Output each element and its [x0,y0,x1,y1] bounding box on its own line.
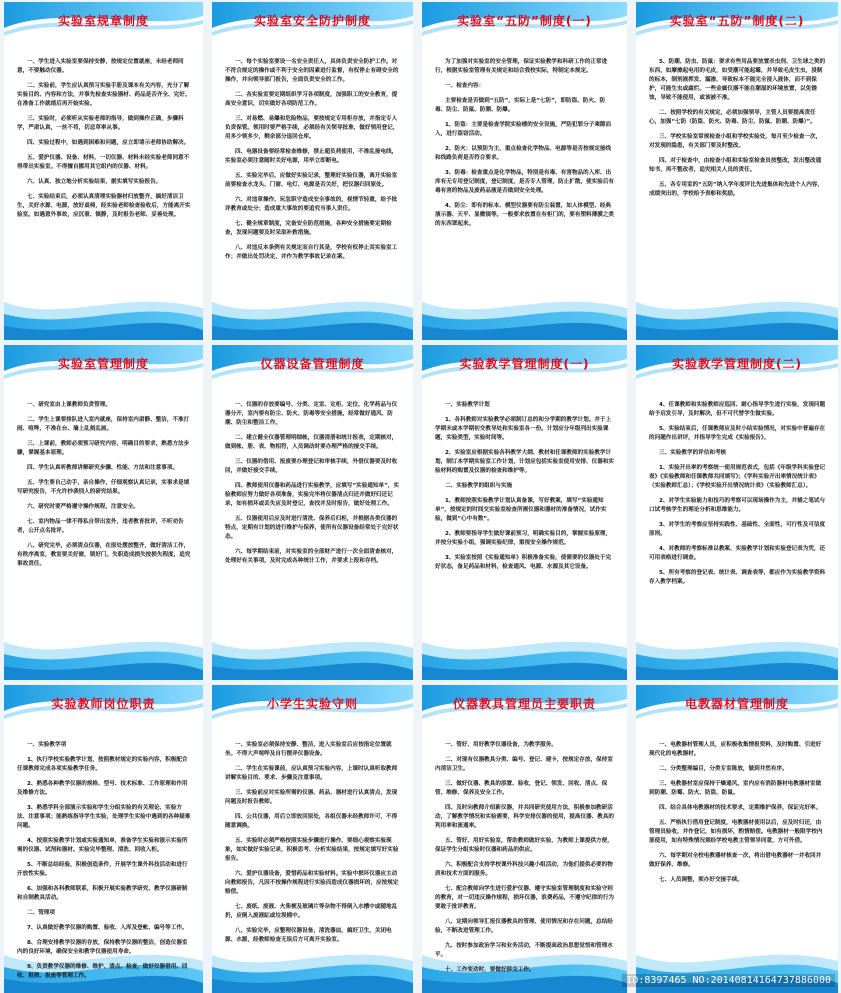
rule-paragraph: 二、分类整理编目，分类专室陈放，做到井然有序。 [659,766,788,772]
rule-paragraph: 5、所有考察的登记表、统计表、调查表等，都应作为实验教学资料存入教学档案。 [649,570,826,585]
poster-panel [212,345,413,680]
poster-panel [636,345,838,680]
poster-title: 实验教学管理制度(二) [672,357,802,371]
rule-paragraph: 一、实验室必须保持安静、整洁，进入实验室后应按指定位置就坐。不得大声喧哗及自行摆弄仪器设备。 [225,742,392,757]
rule-paragraph: 2、教师要指导学生做好课前预习，明确实验目的，掌握实验原理，并按分实验小组，强调实验纪律，重视安全操作规范。 [435,531,612,546]
poster-body [17,58,191,288]
poster-title: 实验教学管理制度(一) [459,357,590,371]
poster-body [649,58,826,288]
rule-paragraph: 五、仪器使用后应及时进行清洗、保养后归柜，并根据各类仪器的特点，定期有计划的进行维护与保养，使所有仪器设备经常处于完好状态。 [225,516,399,540]
rule-paragraph: 四、对于检查中，由检查小组和实验室检查员按整改，发出整改通知书，再不整改者，追究相关人员的责任。 [649,158,822,173]
rule-paragraph: 一、研究室由上课教师负责管理。 [27,402,111,408]
rule-paragraph: 五、严格执行借用登记制度，电教器材使用以后，应及时归还，由管理员验收，并作登记，如有损坏，酌情赔偿。电教器材一般限学校内部使用，如有特殊情况须经学校电教主管领导同意，方可外借。 [649,820,823,844]
rule-paragraph: 八、对违反本条例有关规定而自行其是，学校有权停止其实验室工作；并做出处罚决定，并作为教学事故记录在案。 [225,245,398,260]
rule-paragraph: 2、对学生实验能力和技巧的考察可以现场操作为主，并辅之笔试与口试考核学生的理论分析和思维能力。 [649,498,826,513]
rule-paragraph: 一、管好、用好教学仪器设备，为教学服务。 [445,742,557,748]
rule-paragraph: 主要检查是否做到“五防”，实际上是“七防”，即防盗、防火、防毒、防尘、防鼠、防潮、防爆。 [435,98,606,113]
rule-paragraph: 一、每个实验室要设一名安全责任人，具体负责安全防护工作。对不符合规定的操作或不利于安全的因素进行监督，有权停止有碍安全的操作，并向领导部门报告，全面负责安全的工作。 [225,59,399,83]
poster-title: 实验室规章制度 [57,14,149,28]
rule-paragraph: 三、上课前，教师必须预习研究内容，明确目的要求，熟悉方法步骤，掌握基本原理。 [17,441,190,456]
rule-paragraph: 8、合理安排教学仪器的存放，保持教学仪器的整洁，创造仪器室内的良好环境，确保安全和教学仪器使用寿命。 [17,940,188,955]
rule-paragraph: 为了加强对实验室的安全管理，保证实验教学和科研工作的正常进行，根据实验室管理有关规定和结合我校实际，特制定本规定。 [435,59,608,74]
rule-paragraph: 一、仪器的存放要编号、分类、定室、定柜、定位，化学药品与仪器分开，室内要有防尘、防火、防毒等安全措施，经常做好通风、防潮、防尘和整洁工作。 [225,402,398,426]
rule-paragraph: 一、检查内容： [445,83,485,89]
bottom-wave-decoration [4,620,203,680]
rule-paragraph: 三、实验前应对实验所需的仪器、药品、器材进行认真清点，发现问题及时报告教师。 [225,790,398,805]
rule-paragraph: 二、学生在实验课前，应认真预习实验内容，上课时认真听取教师讲解实验目的、要求、步骤及注意事项。 [225,766,398,781]
bottom-wave-decoration [636,620,838,680]
poster-title: 实验室“五防”制度(二) [669,14,805,28]
bottom-wave-decoration [422,280,627,340]
rule-paragraph: 2、防火：以预防为主，重点检查化学物品、电源等是否按规定接线和线路负荷是否符合要求。 [435,146,612,161]
rule-paragraph: 一、实验教学计划 [445,402,490,408]
poster-body [17,741,191,979]
rule-paragraph: 二、实验前，学生应认真预习实验手册及课本有关内容，充分了解实验目的、内容和方法，并事先检查实验器材、药品是否齐全、完好。在准备工作就绪后再开始实验。 [17,83,191,107]
rule-paragraph: 六、对违章操作、玩忽职守造成安全事故的，视情节轻重，给予批评教育或处分；造成重大事故的要追究当事人责任。 [225,197,398,212]
poster-panel [4,2,203,340]
rule-paragraph: 四、教师使用仪器和药品进行实验教学，应填写“实验通知单”，实验教师应努力做好各项准备，实验完毕将仪器清点归还并做好归还记录，如有损坏或丢失应及时登记，查找并及时报告，做好处理工作。 [225,483,399,507]
rule-paragraph: 2、实验室应根据实验各科教学大纲、教材和任课教师的实验教学计划，制订本学期实验室工作计划，计划应包括实验室使用安排、仪器和实验材料的购置及仪器的检查和维护等。 [435,450,615,474]
poster-panel [212,685,413,993]
bottom-wave-decoration [212,280,413,340]
rule-paragraph: 三、实验时，必须听从实验老师的指导，做到操作正确，步骤科学，严肃认真，一丝不苟，切忌草率从事。 [17,116,184,131]
poster-title: 仪器设备管理制度 [260,357,365,371]
bottom-wave-decoration [422,620,627,680]
rule-paragraph: 5、防潮、防虫、防鼠：要求有些用品要放置杀虫剂、卫生球之类的东西，如摩擦起电用的毛皮，如受潮可能起霉，并导致毛皮生虫，浸制的标本，制剂液挥发、漏渗，导致标本不能完全浸入液体，而不到保护，可能生虫或腐烂。一些金属仪器不能在潮湿的环境放置，以免锈蚀，导致不能使用，或该被不准。 [649,59,826,101]
rule-paragraph: 九、按时参加政治学习和业务活动，不断提高政治思想觉悟和管理水平。 [435,943,613,958]
poster-title: 实验教师岗位职责 [51,697,156,711]
poster-body [225,401,401,628]
rule-paragraph: 1、教师按照实验教学计划认真备课，写好教案，填写“实验通知单”，按规定的时间交实验室检查所需仪器和器材的准备情况，试作实验，做到“心中有数”。 [435,498,607,522]
rule-paragraph: 四、公共仪器，用后立即放回原处，各组仪器未经教师许可，不得随意调换。 [225,814,398,829]
rule-paragraph: 1、防盗：主要是检查学院实验楼的安全设施，严防犯罪分子乘隙而入，进行盗窃活动。 [435,122,612,137]
bottom-wave-decoration [4,280,203,340]
poster-title: 电教器材管理制度 [684,697,789,711]
poster-panel [636,685,838,993]
rule-paragraph: 二、学生上课要排队进入室内就座，保持室内肃静、整洁，不准打闹、喧哗，不准在台、墙上乱刻乱画。 [17,417,190,432]
rule-paragraph: 六、每学期结束前，对实验室的全部财产进行一次全面清查核对，处理好有关事项，及时完成各种统计工作，并要求上报和存档。 [225,549,398,564]
poster-body [649,401,826,628]
rule-paragraph: 十、工作变动时，要做好移交工作。 [445,967,535,973]
rule-paragraph: 3、对学生的考察应坚持实践性、基础性、全面性，可行性及可信度原则。 [649,522,826,537]
rule-paragraph: 八、实验完毕，应整理仪器设备，清洗器皿，搞好卫生，关闭电源、水源，经教师检查无误后方可离开实验室。 [225,928,392,943]
rule-paragraph: 七、人员调整，须办好交接手续。 [659,877,743,883]
rule-paragraph: 三、学校实验室常规检查小组和学校实验处，每月至少检查一次，对发现的隐患，有关部门要及时整改。 [649,134,822,149]
rule-paragraph: 二、各实验室要定期组织学习各项制度，加强职工的安全教育，提高安全意识，切实做好各项防范工作。 [225,92,398,107]
poster-panel [422,345,627,680]
poster-title: 实验室管理制度 [57,357,149,371]
rule-paragraph: 1、各科教师对实验教学必须制订总的和分学期的教学计划。并于上学期末或本学期初交教导处和实验室各一份。计划应分年级列出实验课题，实验类型，实验时间等。 [435,417,612,441]
rule-paragraph: 二、建立健全仪器管理明细帐，仪器清册和统计报表，定期核对，做到帐、册、表、物相符，人员调动时要办理严格的接交手续。 [225,435,398,450]
poster-body [225,741,401,941]
rule-paragraph: 四、电器设备要经常检查维修，禁止超负荷使用，不准乱接电线，实验室必须注意随时关好电源，用毕立即断电。 [225,149,398,164]
rule-paragraph: 五、管好、用好实验室，帮助教师做好实验，为教师上课提供方便，保证学生分组实验时仪器和药品的供应。 [435,838,613,853]
rule-paragraph: 八、定期向领导汇报仪器教具的管理、使用情况和存在问题，总结经验，不断改进管理工作。 [435,919,613,934]
rule-paragraph: 9、负责教学仪器的维修、维护、清点、检查，做好仪器借用、回收、报损、报废等管理工作。 [17,964,188,979]
poster-panel [636,2,838,340]
rule-paragraph: 六、爱护仪器设备，爱惜药品和实验材料。实验中损坏仪器应主动向教师报告，凡因不按操作规程进行实验而造成仪器损坏的，应按规定赔偿。 [225,871,399,895]
poster-title: 小学生实验守则 [266,697,358,711]
rule-paragraph: 三、对易燃、易爆和危险物品，要按规定专用柜存放，并指定专人负责保管。领用时要严格手续，必须经有关领导批准，做好领用登记，用多少领多少，剩余部分退回仓库。 [225,116,399,140]
rule-paragraph: 6、加强和各科教师联系，积极开展实验教学研究、教学仪器研制和自制教具活动。 [17,886,188,901]
rule-paragraph: 3、防毒：检查重点是化学物品，特别是有毒、有害物品的入库、出库有无专用登记制度，登记制度，是否专人管理，防止扩散，使实验后有毒有害的物品及废药品液是否做到安全处理。 [435,170,615,194]
rule-paragraph: 七、实验结束后，必须认真清理实验器材归放整齐，搞好清洁卫生，关好水源、电源，放好桌椅，经实验老师检查验收后，方能离开实验室。如遇意外事故，应沉着、镇静，及时报告老师、妥善处理。 [17,194,191,218]
rule-paragraph: 2、熟悉各种教学仪器的规格、型号、技术标准、工作原理和作用及维修方法。 [17,781,188,796]
rule-paragraph: 3、熟悉学科全部演示实验和学生分组实验的有关理论、实验方法、注意事项；能熟练指导学生实验，处理学生实验中遇到的各种疑难问题。 [17,805,191,829]
rule-paragraph: 六、认真、独立地分析实验结果，据实填写实验报告。 [27,179,162,185]
rule-paragraph: 三、实验教学的评估和考核 [659,450,727,456]
rule-paragraph: 7、认真做好教学仪器的购置、验收、入库及登帐、编号等工作。 [27,925,188,931]
rule-paragraph: 二、对现有仪器教具分类、编号、登记、建卡，按规定存放，保持室内清洁卫生。 [435,757,613,772]
rule-paragraph: 4、防尘：即有的标本、模型仪器要有防尘装置，如人体模型、经典演示器、天平、显微镜等。一般要求放置在有柜门的，要有塑料薄膜之类的东西罩起来。 [435,203,615,227]
poster-title: 仪器教具管理员主要职责 [452,697,596,711]
rule-paragraph: 五、各专用室的“五防”纳入学年度评比先进集体和先进个人内容，成绩突出的，学校给予表彰和奖励。 [649,182,823,197]
rule-paragraph: 二、实验教学的组织与实施 [445,483,513,489]
rule-paragraph: 一、实验教学项 [27,742,67,748]
rule-paragraph: 四、实验过程中，如遇到困难和问题，应立即请示老师协助解决。 [27,140,190,146]
rule-paragraph: 二、按照学校的有关规定，必须加强领导，主管人员要提高责任心，加强“七防（防盗、防火、防毒、防尘、防鼠、防潮、防爆）”。 [649,110,816,125]
rule-paragraph: 七、健全规章制度，完备安全防范措施，各种安全措施要定期检查，发现问题要及时采取补救措施。 [225,221,392,236]
rule-paragraph: 一、电教器材管理人员，应积极收集情报资料，及时购置、引进好现代化的电教器材。 [649,742,822,757]
watermark: ID:8397465 NO:20140814164737886000 [622,974,835,987]
rule-paragraph: 5、实验结束后，任课教师应及时小结实验情况，对实验中普遍存在的问题作出讲评，并指导学生完成《实验报告》。 [649,426,826,441]
bottom-wave-decoration [212,620,413,680]
rule-paragraph: 四、结合具体电教器材的技术要求，定期维护保养，保证完好率。 [659,805,822,811]
rule-paragraph: 二、管理项 [27,910,55,916]
rule-paragraph: 五、实验完毕后，应做好实验记录，整理好实验仪器，离开实验室前要检查水龙头、门窗、电灯、电源是否关好，把仪器归回原处。 [225,173,398,188]
rule-paragraph: 六、研究时要严格遵守操作规程，注意安全。 [27,504,139,510]
poster-title: 实验室安全防护制度 [253,14,371,28]
rule-paragraph: 六、每学期对全校电教器材核查一次，将出借电教器材一并收回并做好保养、维修。 [649,853,822,868]
rule-paragraph: 1、实验开出率的考察统一使用规范表式，包括《年级学科实验登记表》《实验教师和任课教师共同填写》；《学科实验开出率情况统计表》（实验教师汇总）；《学校实验开出情况统计表》（实验教师汇总）。 [649,465,826,489]
rule-paragraph: 五、学生要自己动手，亲自操作，仔细观察认真记录，实事求是填写研究报告，不允许抄袭别人的研究结果。 [17,480,190,495]
rule-paragraph: 七、废纸、废液、火柴梗及玻璃片等杂物不得倒入水槽中或随地乱扔，应倒入废液缸或垃圾桶中。 [225,904,398,919]
rule-paragraph: 四、学生认真听教师讲解研究步骤、性能、方法和注意事项。 [27,465,179,471]
poster-body [649,741,826,941]
poster-body [435,401,615,628]
rule-paragraph: 八、研究完毕，必须清点仪器，在原处摆放整齐，做好清洁工作，有秩序离室，教室要关好窗，锁好门。失职造成损失按损失程度，追究事故责任。 [17,543,191,567]
rule-paragraph: 五、实验时必须严格按照实验步骤进行操作，要细心观察实验现象，如实做好实验记录，积极思考、分析实验结果，按规定填写好实验报告。 [225,838,399,862]
poster-panel [4,345,203,680]
poster-panel [422,685,627,993]
poster-panel [422,2,627,340]
rule-paragraph: 三、电教器材室应保持干燥通风，室内应有消防器材电教器材室做到防潮、防霉、防火、防盗、防鼠。 [649,781,822,796]
rule-paragraph: 七、配合教师向学生进行爱护仪器、遵守实验室管理制度和实验守则的教育，对一切违反操作规程，损坏仪器，浪费药品，不遵守纪律的行为要敢于批评教育。 [435,886,615,910]
rule-paragraph: 五、爱护仪器、设备、材料，一切仪器、材料未经实验老师同意不得带出实验室。不得擅自挪用其它组内的仪器、材料。 [17,155,190,170]
poster-panel [4,685,203,993]
rule-paragraph: 1、执行学校实验教学计划，按照教材规定的实验内容，积极配合任课教师完成各项实验教学任务。 [17,757,188,772]
poster-title: 实验室“五防”制度(一) [457,14,592,28]
rule-paragraph: 六、积极配合支持学校课外科技兴趣小组活动，为他们提供必要的物质和技术方面的服务。 [435,862,613,877]
poster-body [435,741,615,973]
rule-paragraph: 5、不断总结经验，积极创造条件，开展学生课外科技活动和进行开放性实验。 [17,862,188,877]
poster-panel [212,2,413,340]
rule-paragraph: 三、仪器的借用、报废要办理登记和审核手续，外借仪器要及时收回，并做好接交手续。 [225,459,398,474]
rule-paragraph: 三、做好仪器、教具的添置、验收、登记、领发、回收、清点、保管、维修、保养及安全工作。 [435,781,608,796]
poster-body [435,58,615,288]
bottom-wave-decoration [636,280,838,340]
poster-body [225,58,401,288]
rule-paragraph: 七、室内物品一律不得私自带出室外，违者教育批评，不听劝告者，公开点名批评。 [17,519,184,534]
rule-paragraph: 一、学生进入实验室要保持安静，按规定位置就座，未经老师同意，不要触动仪器。 [17,59,184,74]
rule-paragraph: 4、对教师的考察标准以教案、实验教学计划和实验登记表为凭，还可用表格进行调查。 [649,546,826,561]
poster-body [17,401,191,628]
rule-paragraph: 4、按照实验教学计划或实验通知单，准备学生实验和演示实验所需的仪器、试剂和器材。实验完毕整理、清洗、回收入柜。 [17,838,188,853]
rule-paragraph: 四、及时向教师介绍新仪器，并共同研究使用方法，积极参加教研活动，了解教学情况和实验需要，科学安排仪器的使用，提高仪器、教具的利用率和流通率。 [435,805,615,829]
rule-paragraph: 4、任课教师和实验教师应巡回、耐心指导学生进行实验，发现问题给予启发引导，及时解决，但不可代替学生做实验。 [649,402,826,417]
rule-paragraph: 3、实验室按照《实验通知单》积极准备实验，使需要的仪器处于完好状态，备足药品和材料，检查通风、电源、水源及其它设备。 [435,555,612,570]
